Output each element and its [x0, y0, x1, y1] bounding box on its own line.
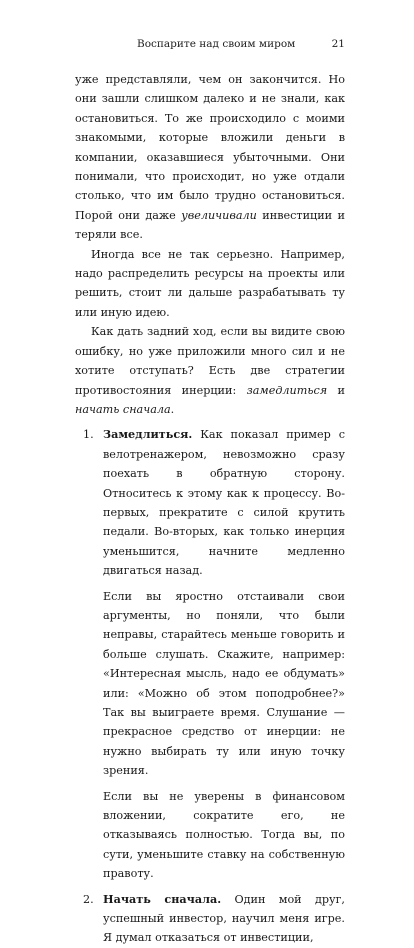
list-item-lead: Начать сначала.: [103, 891, 222, 906]
emphasis: увеличивали: [181, 208, 257, 222]
list-item-text: Начать сначала. Один мой друг, успешный инвестор, научил меня игре. Я думал отказаться от инвестиции,: [103, 891, 345, 945]
page-number: 21: [331, 38, 345, 50]
list-subparagraph: Если вы яростно отстаивали свои аргументы, но поняли, что были неправы, старайтесь меньше говорить и больше слушать. Скажите, например: «Интересная мысль, надо ее обдумать» или: «Можно об этом поподробнее?» Так вы выиграете время. Слушание — прекрасное средство от инерции: не нужно выбирать ту или иную точку зрения.: [103, 589, 345, 778]
list-item-lead: Замедлиться.: [103, 427, 193, 442]
list-item-text: Замедлиться. Как показал пример с велотренажером, невозможно сразу поехать в обратную сторону. Относитесь к этому как к процессу. Во-первых, прекратите с силой крутить педали. Во-вторых, как только инерция уменьшится, начните медленно двигаться назад.: [103, 427, 345, 578]
paragraph: Как дать задний ход, если вы видите свою ошибку, но уже приложили много сил и не хотите отступать? Есть две стратегии противостояния инерции: замедлиться и начать сначала.: [75, 325, 345, 416]
paragraph: уже представляли, чем он закончится. Но они зашли слишком далеко и не знали, как остановиться. То же происходило с моими знакомыми, которые вложили деньги в компании, оказавшиеся убыточными. Они понимали, что происходит, но уже отдали столько, что им было трудно остановиться. Порой они даже увеличивали инвестиции и теряли все.: [75, 73, 346, 242]
emphasis: начать сначала: [75, 402, 171, 416]
list-number: 1.: [83, 428, 94, 442]
running-header: [75, 38, 345, 54]
running-title: Воспарите над своим миром: [137, 38, 296, 50]
paragraph: Иногда все не так серьезно. Например, надо распределить ресурсы на проекты или решить, стоит ли дальше разрабатывать ту или иную идею.: [75, 247, 345, 319]
list-item: [75, 425, 345, 883]
page-body: [75, 70, 345, 948]
list-number: 2.: [83, 892, 94, 906]
list-subparagraph: Если вы не уверены в финансовом вложении, сократите его, не отказываясь полностью. Тогда вы, по сути, уменьшите ставку на собственную правоту.: [103, 789, 345, 881]
list-item: [75, 890, 345, 948]
emphasis: замедлиться: [246, 383, 328, 397]
